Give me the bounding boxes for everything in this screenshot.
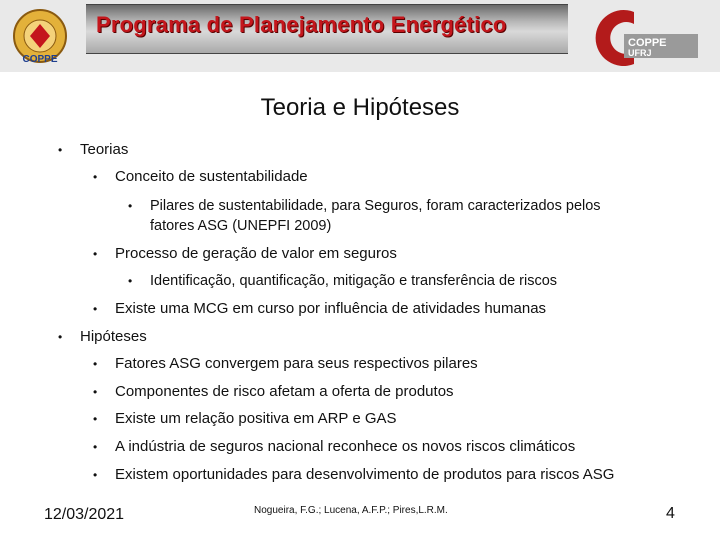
- bullet-icon: •: [128, 199, 133, 213]
- bullet-icon: •: [58, 330, 63, 344]
- coppe-ufrj-logo: [594, 6, 704, 68]
- bullet-icon: •: [128, 274, 133, 288]
- coppe-seal-logo: [4, 2, 76, 68]
- page-number: 4: [666, 505, 675, 522]
- footer-date: 12/03/2021: [44, 506, 125, 523]
- bullet-icon: •: [58, 143, 63, 157]
- banner-title: Programa de Planejamento Energético: [96, 12, 507, 37]
- bullet-icon: •: [93, 412, 98, 426]
- bullet-icon: •: [93, 302, 98, 316]
- footer-authors: Nogueira, F.G.; Lucena, A.F.P.; Pires,L.R.M.: [254, 505, 448, 516]
- bullet-icon: •: [93, 247, 98, 261]
- svg-text:UFRJ: UFRJ: [628, 48, 652, 58]
- bullet-icon: •: [93, 357, 98, 371]
- bullet-icon: •: [93, 170, 98, 184]
- bullet-icon: •: [93, 385, 98, 399]
- slide-title: Teoria e Hipóteses: [260, 94, 460, 121]
- bullet-icon: •: [93, 468, 98, 482]
- bullet-icon: •: [93, 440, 98, 454]
- svg-text:COPPE: COPPE: [22, 54, 58, 65]
- svg-text:COPPE: COPPE: [628, 37, 667, 49]
- header-banner: [0, 0, 720, 72]
